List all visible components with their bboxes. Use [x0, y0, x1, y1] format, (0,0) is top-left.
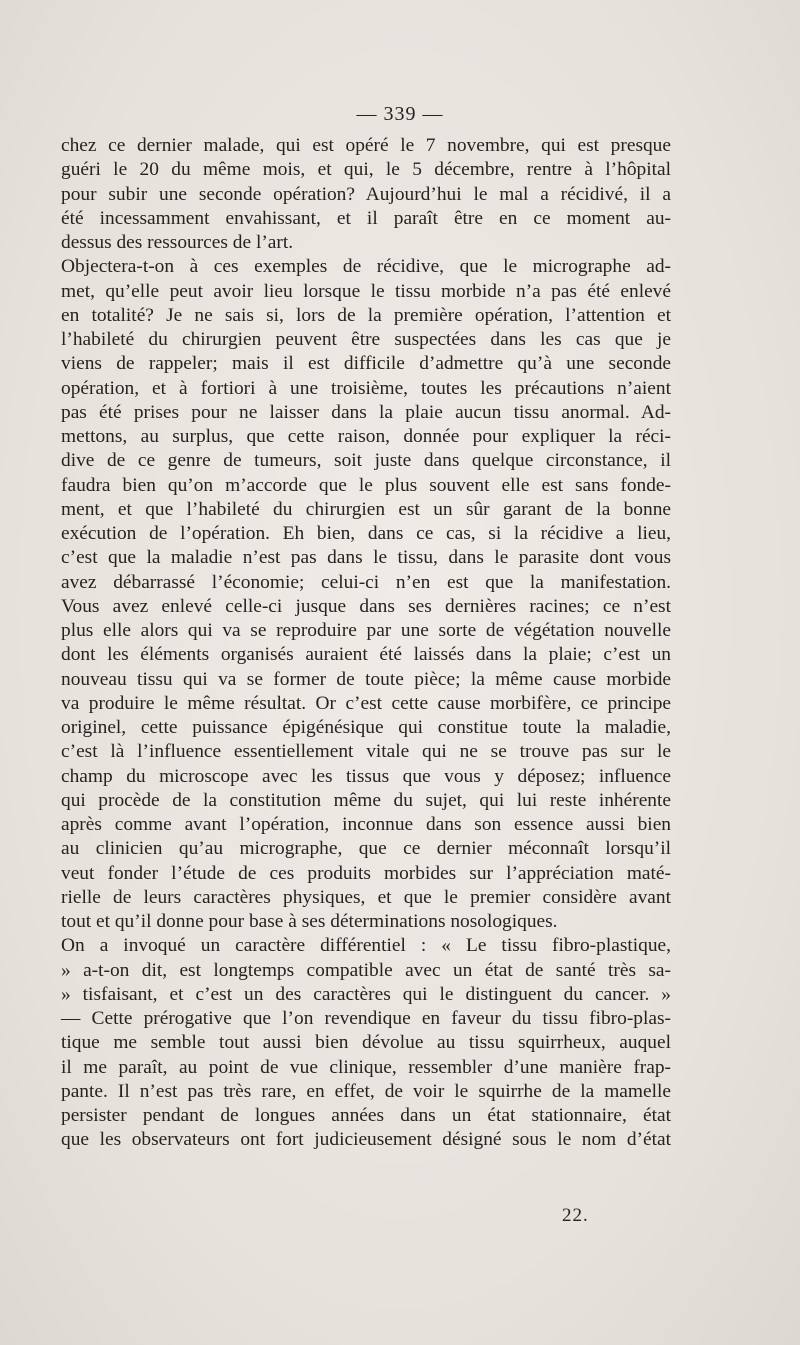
text-line: au clinicien qu’au micrographe, que ce dernier méconnaît lorsqu’il [61, 838, 671, 860]
text-line: veut fonder l’étude de ces produits morbides sur l’appréciation maté- [61, 862, 671, 884]
text-line: pour subir une seconde opération? Aujourd’hui le mal a récidivé, il a [61, 183, 671, 205]
text-line: en totalité? Je ne sais si, lors de la première opération, l’attention et [61, 304, 671, 326]
text-line: c’est là l’influence essentiellement vitale qui ne se trouve pas sur le [61, 741, 671, 763]
text-line: dive de ce genre de tumeurs, soit juste dans quelque circonstance, il [61, 450, 671, 472]
body-text [61, 134, 671, 1153]
text-line: été incessamment envahissant, et il paraît être en ce moment au- [61, 207, 671, 229]
text-line: exécution de l’opération. Eh bien, dans ce cas, si la récidive a lieu, [61, 523, 671, 544]
signature-mark: 22. [562, 1205, 589, 1226]
text-line: va produire le même résultat. Or c’est cette cause morbifère, ce principe [61, 692, 671, 714]
text-line: l’habileté du chirurgien peuvent être suspectées dans les cas que je [61, 329, 671, 350]
text-line: ment, et que l’habileté du chirurgien est un sûr garant de la bonne [61, 498, 671, 520]
text-line: avez débarrassé l’économie; celui-ci n’en est que la manifestation. [61, 571, 671, 593]
text-line: met, qu’elle peut avoir lieu lorsque le tissu morbide n’a pas été enlevé [61, 280, 671, 302]
text-line: pas été prises pour ne laisser dans la plaie aucun tissu anormal. Ad- [61, 401, 671, 423]
text-line: mettons, au surplus, que cette raison, donnée pour expliquer la réci- [61, 426, 671, 447]
text-line: rielle de leurs caractères physiques, et que le premier considère avant [61, 886, 671, 908]
text-line: originel, cette puissance épigénésique qui constitue toute la maladie, [61, 717, 671, 738]
text-line: que les observateurs ont fort judicieusement désigné sous le nom d’état [61, 1129, 671, 1151]
text-line: qui procède de la constitution même du sujet, qui lui reste inhérente [61, 789, 671, 811]
text-line: Vous avez enlevé celle-ci jusque dans ses dernières racines; ce n’est [61, 595, 671, 617]
text-line: — Cette prérogative que l’on revendique en faveur du tissu fibro-plas- [61, 1008, 671, 1029]
text-line: opération, et à fortiori à une troisième, toutes les précautions n’aient [61, 377, 671, 399]
text-line: chez ce dernier malade, qui est opéré le 7 novembre, qui est presque [61, 135, 671, 156]
text-line: tique me semble tout aussi bien dévolue au tissu squirrheux, auquel [61, 1032, 671, 1054]
text-line: nouveau tissu qui va se former de toute pièce; la même cause morbide [61, 668, 671, 690]
text-line: On a invoqué un caractère différentiel : « Le tissu fibro-plastique, [61, 935, 671, 957]
text-line: » tisfaisant, et c’est un des caractères qui le distinguent du cancer. » [61, 983, 671, 1005]
text-line: » a-t-on dit, est longtemps compatible avec un état de santé très sa- [61, 959, 671, 981]
text-line: pante. Il n’est pas très rare, en effet, de voir le squirrhe de la mamelle [61, 1080, 671, 1102]
text-line: c’est que la maladie n’est pas dans le tissu, dans le parasite dont vous [61, 547, 671, 569]
text-line: après comme avant l’opération, inconnue dans son essence aussi bien [61, 814, 671, 835]
page-number: — 339 — [356, 103, 444, 125]
text-line: dont les éléments organisés auraient été laissés dans la plaie; c’est un [61, 644, 671, 666]
text-line: guéri le 20 du même mois, et qui, le 5 décembre, rentre à l’hôpital [61, 159, 671, 181]
text-line: il me paraît, au point de vue clinique, ressembler d’une manière frap- [61, 1056, 671, 1078]
text-line: plus elle alors qui va se reproduire par une sorte de végétation nouvelle [61, 620, 671, 641]
text-line: dessus des ressources de l’art. [61, 232, 294, 253]
text-line: champ du microscope avec les tissus que vous y déposez; influence [61, 765, 671, 787]
text-line: faudra bien qu’on m’accorde que le plus souvent elle est sans fonde- [61, 474, 671, 496]
text-line: Objectera-t-on à ces exemples de récidive, que le micrographe ad- [61, 256, 671, 278]
text-line: tout et qu’il donne pour base à ses déterminations nosologiques. [61, 911, 558, 932]
text-line: viens de rappeler; mais il est difficile d’admettre qu’à une seconde [61, 353, 671, 375]
text-line: persister pendant de longues années dans un état stationnaire, état [61, 1105, 671, 1126]
